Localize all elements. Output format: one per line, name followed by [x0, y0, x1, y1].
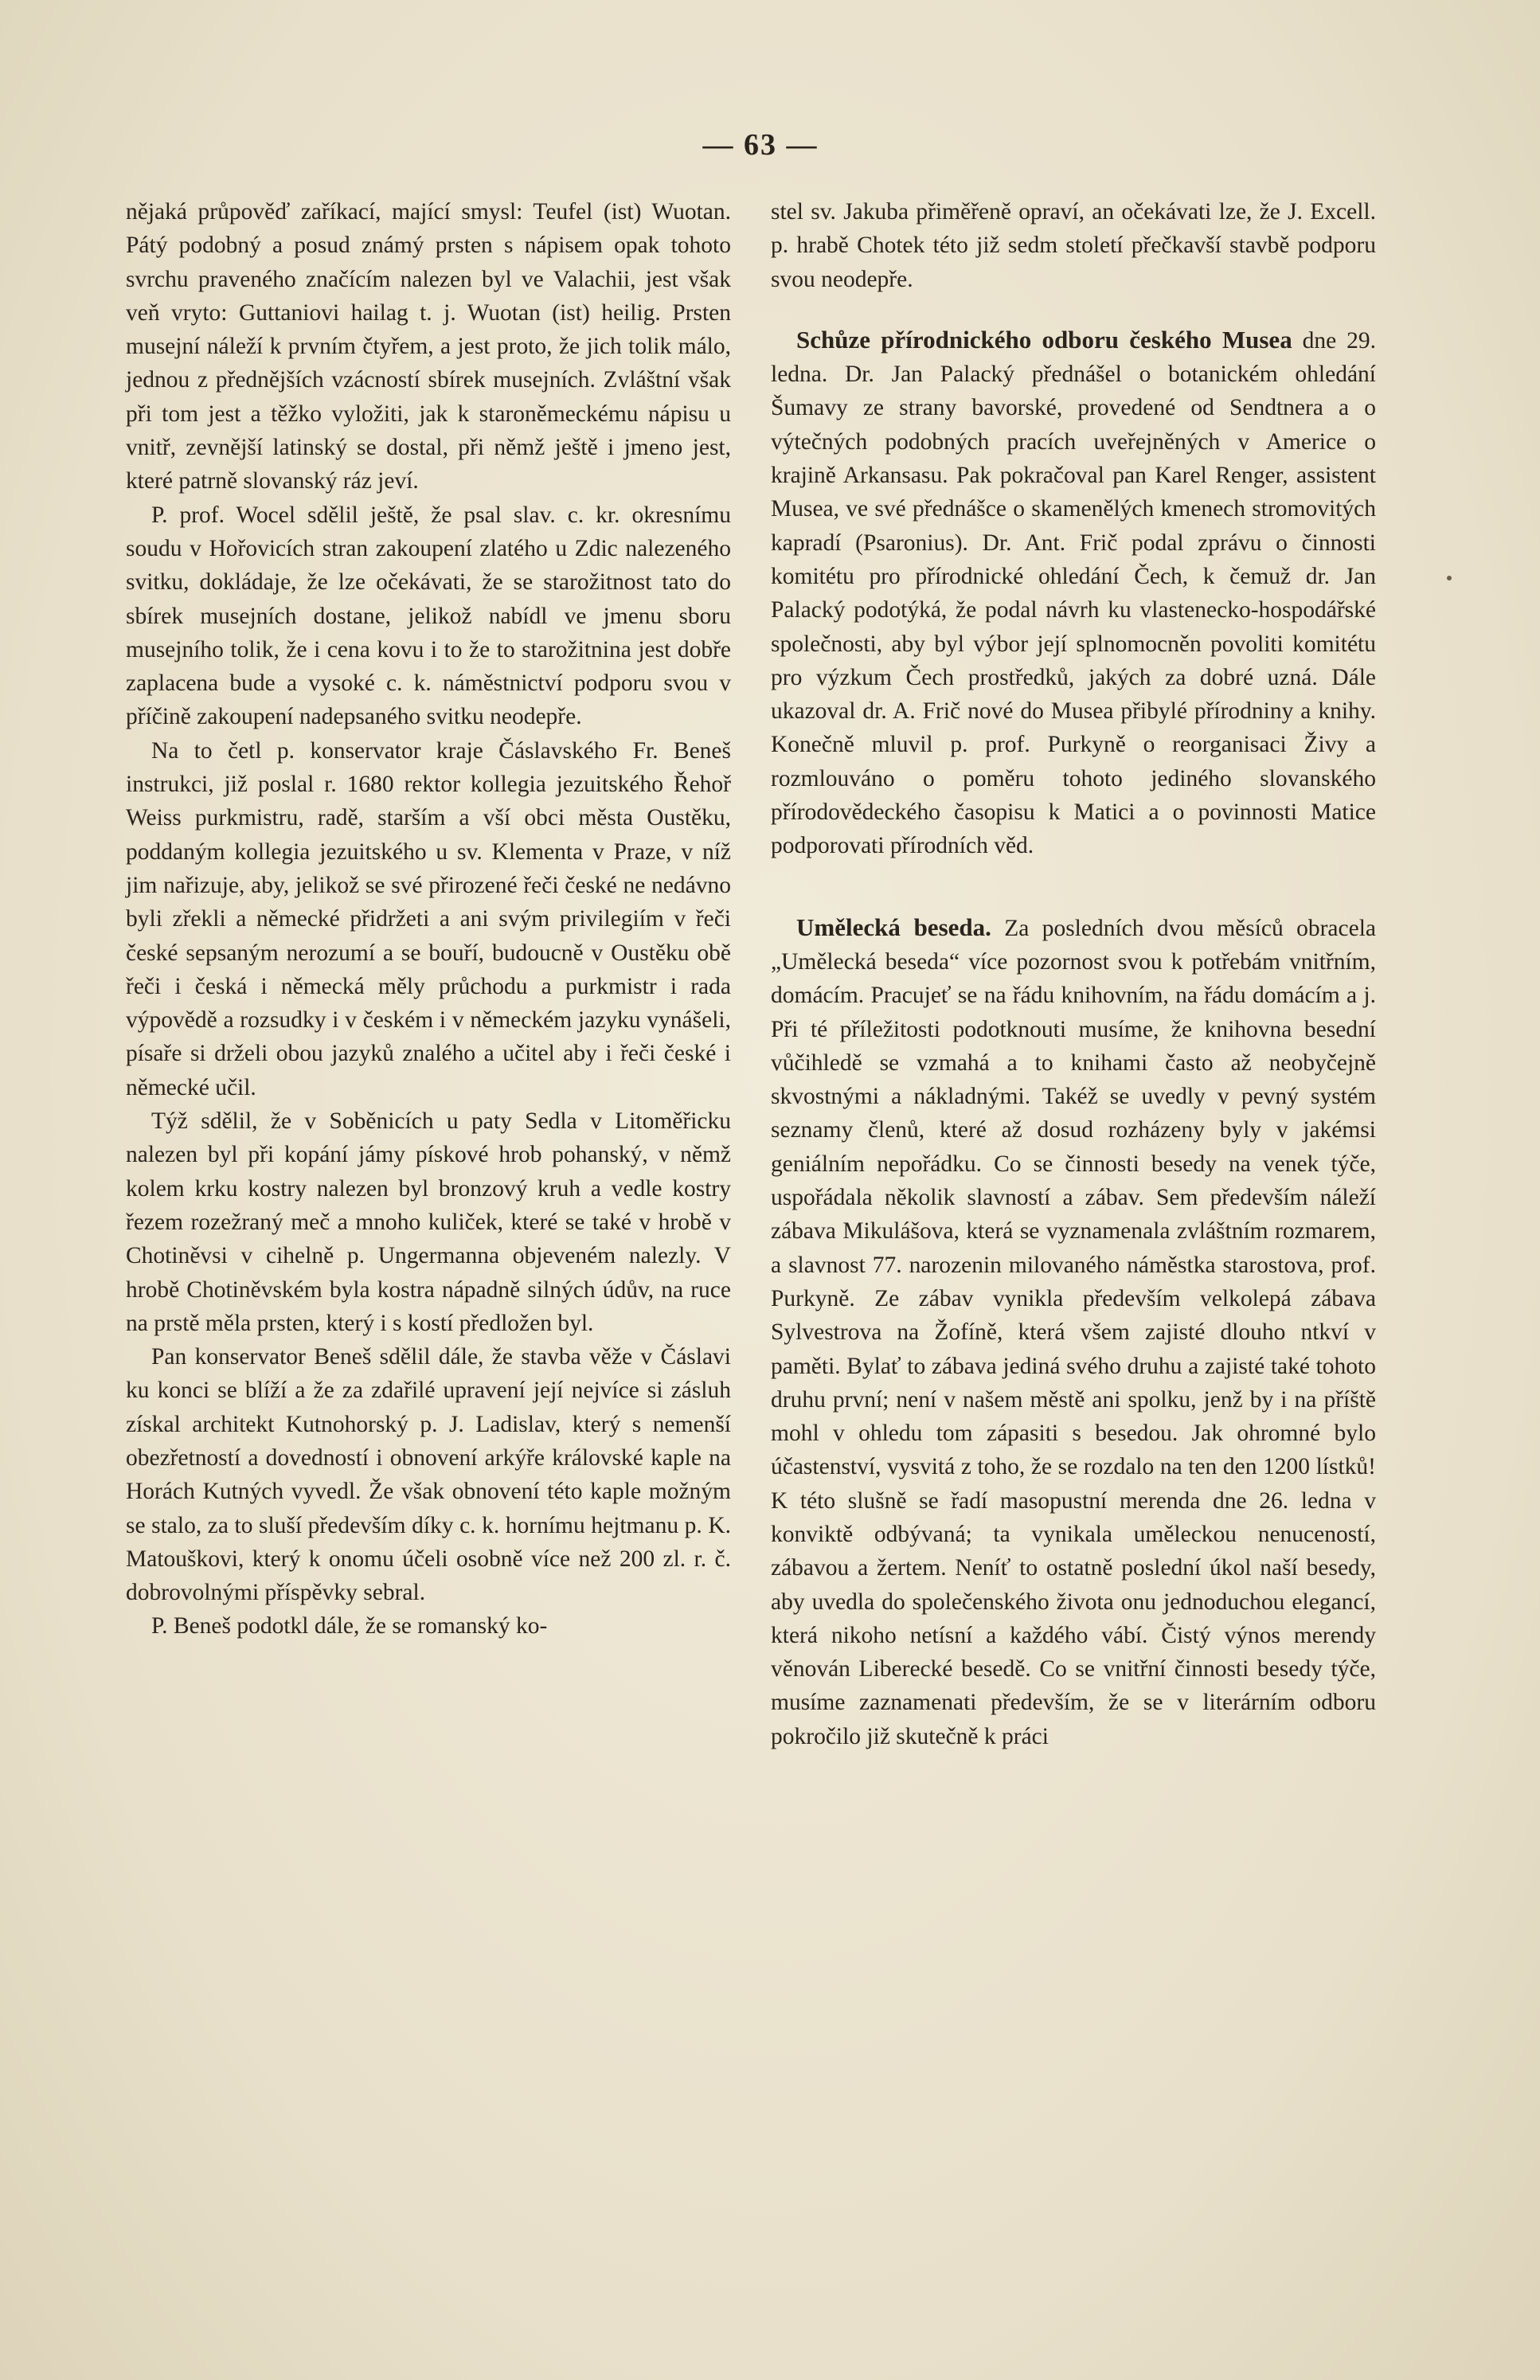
section-heading: Schůze přírodnického odboru českého Musea	[796, 325, 1292, 354]
paragraph: Pan konservator Beneš sdělil dále, že stavba věže v Čáslavi ku konci se blíží a že za zdařilé upravení její nejvíce si zásluh získal architekt Kutnohorský p. J. Ladislav, který s nemenší obezřetností a dovedností i obnovení arkýře královské kaple na Horách Kutných vyvedl. Že však obnovení této kaple možným se stalo, za to sluší především díky c. k. hornímu hejtmanu p. K. Matouškovi, který k onomu účeli osobně více než 200 zl. r. č. dobrovolnými příspěvky sebral.	[126, 1344, 731, 1606]
left-column	[126, 195, 731, 1643]
section-heading: Umělecká beseda.	[796, 913, 991, 941]
paragraph: P. Beneš podotkl dále, že se romanský ko-	[151, 1613, 548, 1639]
paragraph: Na to četl p. konservator kraje Čáslavského Fr. Beneš instrukci, již poslal r. 1680 rektor kollegia jezuitského Řehoř Weiss purkmistru, radě, starším a vší obci města Oustěku, poddaným kollegia jezuitského u sv. Klementa v Praze, v níž jim nařizuje, aby, jelikož se své přirozené řeči české ne nedávno byli zřekli a německé přidržeti a ani svým privilegiím v řeči české sepsaným nerozumí a se bouří, budoucně v Oustěku obě řeči i česká i německá měly průchodu a purkmistr i rada výpovědě a rozsudky i v českém i v německém jazyku vynášeli, písaře si drželi obou jazyků znalého a učitel aby i řeči české i německé učil.	[126, 737, 731, 1100]
section-body: Za posledních dvou měsíců obracela „Umělecká beseda“ více pozornost svou k potřebám vnitřním, domácím. Pracujeť se na řádu knihovním, na řádu domácím a j. Při té příležitosti podotknouti musíme, že knihovna besední vůčihledě se vzmahá a to knihami často až neobyčejně skvostnými a nákladnými. Takéž se uvedly v pevný systém seznamy členů, které až dosud rozházeny byly v jakémsi geniálním nepořádku. Co se činnosti besedy na venek týče, uspořádala několik slavností a zábav. Sem především náleží zábava Mikulášova, která se vyznamenala zvláštním rozmarem, a slavnost 77. narozenin milovaného náměstka starostova, prof. Purkyně. Ze zábav vynikla především velkolepá zábava Sylvestrova na Žofíně, která všem zajisté dlouho ntkví v paměti. Bylať to zábava jediná svého druhu a zajisté také tohoto druhu první; není v našem městě ani spolku, jenž by i na příště mohl v ohledu tom zápasiti s besedou. Jak ohromné bylo účastenství, vysvitá z toho, že se rozdalo na ten den 1200 lístků! K této slušně se řadí masopustní merenda dne 26. ledna v konviktě odbývaná; ta vynikala uměleckou nenuceností, zábavou a žertem. Neníť to ostatně poslední úkol naší besedy, aby uvedla do společenského života onu jednoduchou elegancí, která nikoho netísní a každého vábí. Čistý výnos merendy věnován Liberecké besedě. Co se vnitřní činnosti besedy týče, musíme zaznamenati především, že se v literárním odboru pokročilo již skutečně k práci	[771, 915, 1376, 1749]
paragraph: stel sv. Jakuba přiměřeně opraví, an očekávati lze, že J. Excell. p. hrabě Chotek této již sedm století přečkavší stavbě podporu svou neodepře.	[771, 199, 1376, 292]
right-column	[771, 195, 1376, 1753]
paragraph: P. prof. Wocel sdělil ještě, že psal slav. c. kr. okresnímu soudu v Hořovicích stran zakoupení zlatého u Zdic nalezeného svitku, dokládaje, že lze očekávati, že se starožitnost tato do sbírek musejních dostane, jelikož nabídl ve jmenu sboru musejního tolik, že i cena kovu i to že to starožitnina jest dobře zaplacena bude a vysoké c. k. náměstnictví podporu svou v příčině zakoupení nadepsaného svitku neodepře.	[126, 502, 731, 730]
paragraph: nějaká průpověď zaříkací, mající smysl: Teufel (ist) Wuotan. Pátý podobný a posud známý prsten s nápisem opak tohoto svrchu praveného značícím nalezen byl ve Valachii, jest však veň vryto: Guttaniovi hailag t. j. Wuotan (ist) heilig. Prsten musejní náleží k prvním čtyřem, a jest proto, že jich tolik málo, jednou z přednějších vzácností sbírek musejních. Zvláštní však při tom jest a těžko vyložiti, jak k staroněmeckému nápisu u vnitř, zevnější latinský se dostal, při němž ještě i jmeno jest, které patrně slovanský ráz jeví.	[126, 199, 731, 494]
page-number: — 63 —	[702, 128, 819, 162]
paragraph: Týž sdělil, že v Soběnicích u paty Sedla v Litoměřicku nalezen byl při kopání jámy pískové hrob pohanský, v němž kolem krku kostry nalezen byl bronzový kruh a vedle kostry řezem rozežraný meč a mnoho kuliček, které se také v hrobě v Chotiněvsi v cihelně p. Ungermanna objeveném nalezly. V hrobě Chotiněvském byla kostra nápadně silných údův, na ruce na prstě měla prsten, který i s kostí předložen byl.	[126, 1108, 731, 1336]
section-museum-meeting	[771, 323, 1376, 863]
section-art-society	[771, 911, 1376, 1753]
section-body: dne 29. ledna. Dr. Jan Palacký přednášel o botanickém ohledání Šumavy ze strany bavorské, provedené od Sendtnera a o výtečných podobných pracích uveřejněných v Americe o krajině Arkansasu. Pak pokračoval pan Karel Renger, assistent Musea, ve své přednášce o skamenělých kmenech stromovitých kapradí (Psaronius). Dr. Ant. Frič podal zprávu o činnosti komitétu pro přírodnické ohledání Čech, k čemuž dr. Jan Palacký podotýká, že podal návrh ku vlastenecko-hospodářské společnosti, aby byl výbor její splnomocněn povoliti komitétu pro výzkum Čech prostředků, jakých za dobré uzná. Dále ukazoval dr. A. Frič nové do Musea přibylé přírodniny a knihy. Konečně mluvil p. prof. Purkyně o reorganisaci Živy a rozmlouváno o poměru tohoto jediného slovanského přírodovědeckého časopisu k Matici a o povinnosti Matice podporovati přírodních věd.	[771, 327, 1376, 859]
ink-speck	[1447, 576, 1452, 580]
